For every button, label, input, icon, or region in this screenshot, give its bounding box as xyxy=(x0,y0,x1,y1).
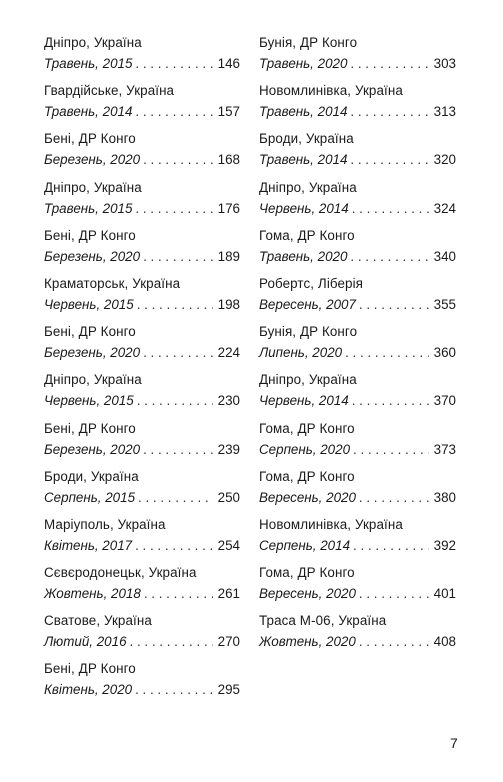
entry-page: 408 xyxy=(433,634,456,650)
leader-dots xyxy=(143,151,213,168)
toc-entry xyxy=(259,323,456,371)
entry-place: Новомлинівка, Україна xyxy=(259,83,403,99)
entry-page: 157 xyxy=(217,104,240,120)
leader-dots xyxy=(135,103,213,120)
entry-page: 168 xyxy=(217,152,240,168)
entry-date: Серпень, 2020 xyxy=(259,441,351,457)
toc-entry xyxy=(259,34,456,82)
leader-dots xyxy=(130,633,213,650)
entry-date: Червень, 2014 xyxy=(259,393,349,409)
entry-date: Жовтень, 2020 xyxy=(259,634,356,650)
entry-date: Травень, 2020 xyxy=(259,248,348,264)
entry-date: Березень, 2020 xyxy=(44,441,141,457)
leader-dots xyxy=(353,537,429,554)
entry-place: Гвардійське, Україна xyxy=(44,83,175,99)
leader-dots xyxy=(345,344,429,361)
leader-dots xyxy=(135,55,213,72)
toc-entry xyxy=(44,323,240,371)
page-number: 7 xyxy=(450,735,458,751)
entry-page: 360 xyxy=(433,345,456,361)
entry-page: 295 xyxy=(217,682,240,698)
toc-entry xyxy=(259,371,456,419)
toc-entry xyxy=(44,612,240,660)
leader-dots xyxy=(359,489,429,506)
toc-entry xyxy=(44,275,240,323)
toc-entry xyxy=(44,227,240,275)
entry-date: Липень, 2020 xyxy=(259,345,343,361)
entry-page: 198 xyxy=(217,296,240,312)
entry-page: 401 xyxy=(433,586,456,602)
entry-page: 261 xyxy=(217,586,240,602)
toc-entry xyxy=(259,564,456,612)
entry-page: 239 xyxy=(217,441,240,457)
toc-entry xyxy=(259,468,456,516)
entry-place: Новомлинівка, Україна xyxy=(259,516,403,532)
entry-page: 392 xyxy=(433,537,456,553)
entry-date: Березень, 2020 xyxy=(44,248,141,264)
entry-place: Бені, ДР Конго xyxy=(44,227,136,243)
leader-dots xyxy=(350,248,429,265)
entry-page: 303 xyxy=(433,56,456,71)
leader-dots xyxy=(135,200,213,217)
entry-date: Травень, 2014 xyxy=(44,104,133,120)
leader-dots xyxy=(135,681,213,698)
entry-place: Дніпро, Україна xyxy=(44,372,142,388)
entry-place: Броди, Україна xyxy=(44,468,139,484)
toc-entry xyxy=(44,371,240,419)
toc-entry xyxy=(44,516,240,564)
leader-dots xyxy=(359,296,429,313)
toc-entry xyxy=(259,130,456,178)
toc-column-right xyxy=(259,34,456,660)
entry-place: Гома, ДР Конго xyxy=(259,565,355,581)
entry-date: Червень, 2015 xyxy=(44,393,134,409)
leader-dots xyxy=(143,441,213,458)
entry-date: Травень, 2014 xyxy=(259,152,348,168)
entry-place: Дніпро, Україна xyxy=(259,372,357,388)
leader-dots xyxy=(138,489,213,506)
entry-date: Травень, 2015 xyxy=(44,200,133,216)
entry-place: Траса М-06, Україна xyxy=(259,613,387,629)
entry-place: Броди, Україна xyxy=(259,131,354,147)
entry-date: Квітень, 2020 xyxy=(44,682,133,698)
entry-date: Травень, 2015 xyxy=(44,56,133,71)
leader-dots xyxy=(350,55,429,72)
entry-page: 230 xyxy=(217,393,240,409)
entry-place: Сєвєродонецьк, Україна xyxy=(44,565,197,581)
entry-page: 324 xyxy=(433,200,456,216)
toc-entry xyxy=(44,82,240,130)
toc-column-left xyxy=(44,34,240,709)
entry-place: Дніпро, Україна xyxy=(44,35,142,50)
leader-dots xyxy=(135,537,213,554)
entry-page: 373 xyxy=(433,441,456,457)
leader-dots xyxy=(352,392,429,409)
leader-dots xyxy=(350,151,429,168)
toc-entry xyxy=(259,612,456,660)
entry-date: Червень, 2015 xyxy=(44,296,134,312)
leader-dots xyxy=(353,441,429,458)
entry-date: Вересень, 2007 xyxy=(259,296,356,312)
entry-date: Вересень, 2020 xyxy=(259,489,356,505)
entry-page: 355 xyxy=(433,296,456,312)
leader-dots xyxy=(352,200,429,217)
entry-page: 254 xyxy=(217,537,240,553)
entry-date: Березень, 2020 xyxy=(44,152,141,168)
toc-entry xyxy=(259,227,456,275)
leader-dots xyxy=(359,585,429,602)
entry-place: Бені, ДР Конго xyxy=(44,324,136,340)
entry-place: Гома, ДР Конго xyxy=(259,468,355,484)
toc-entry xyxy=(259,516,456,564)
entry-place: Робертс, Ліберія xyxy=(259,275,364,291)
entry-page: 340 xyxy=(433,248,456,264)
entry-date: Червень, 2014 xyxy=(259,200,349,216)
toc-entry xyxy=(259,275,456,323)
leader-dots xyxy=(350,103,429,120)
toc-entry xyxy=(44,420,240,468)
entry-date: Вересень, 2020 xyxy=(259,586,356,602)
entry-place: Дніпро, Україна xyxy=(259,179,357,195)
entry-date: Травень, 2020 xyxy=(259,56,348,71)
entry-place: Краматорськ, Україна xyxy=(44,275,181,291)
entry-place: Дніпро, Україна xyxy=(44,179,142,195)
toc-entry xyxy=(259,179,456,227)
toc-entry xyxy=(259,82,456,130)
entry-page: 270 xyxy=(217,634,240,650)
entry-place: Бені, ДР Конго xyxy=(44,661,136,677)
entry-date: Серпень, 2014 xyxy=(259,537,351,553)
entry-page: 380 xyxy=(433,489,456,505)
entry-page: 313 xyxy=(433,104,456,120)
entry-date: Лютий, 2016 xyxy=(44,634,127,650)
entry-page: 146 xyxy=(217,56,240,71)
entry-place: Сватове, Україна xyxy=(44,613,152,629)
entry-date: Березень, 2020 xyxy=(44,345,141,361)
toc-entry xyxy=(44,468,240,516)
entry-page: 176 xyxy=(217,200,240,216)
toc-entry xyxy=(44,34,240,82)
leader-dots xyxy=(144,585,213,602)
toc-entry xyxy=(44,564,240,612)
toc-entry xyxy=(44,179,240,227)
entry-page: 224 xyxy=(217,345,240,361)
leader-dots xyxy=(359,633,429,650)
leader-dots xyxy=(143,248,213,265)
entry-date: Травень, 2014 xyxy=(259,104,348,120)
entry-date: Серпень, 2015 xyxy=(44,489,136,505)
entry-place: Бені, ДР Конго xyxy=(44,131,136,147)
toc-entry xyxy=(259,420,456,468)
entry-place: Маріуполь, Україна xyxy=(44,516,166,532)
entry-place: Бунія, ДР Конго xyxy=(259,324,358,340)
entry-place: Гома, ДР Конго xyxy=(259,227,355,243)
leader-dots xyxy=(143,344,213,361)
entry-place: Гома, ДР Конго xyxy=(259,420,355,436)
entry-page: 250 xyxy=(217,489,240,505)
entry-page: 189 xyxy=(217,248,240,264)
leader-dots xyxy=(137,296,213,313)
leader-dots xyxy=(137,392,213,409)
entry-date: Квітень, 2017 xyxy=(44,537,133,553)
entry-page: 320 xyxy=(433,152,456,168)
entry-date: Жовтень, 2018 xyxy=(44,586,141,602)
entry-page: 370 xyxy=(433,393,456,409)
entry-place: Бунія, ДР Конго xyxy=(259,35,358,50)
toc-entry xyxy=(44,130,240,178)
entry-place: Бені, ДР Конго xyxy=(44,420,136,436)
toc-entry xyxy=(44,660,240,708)
